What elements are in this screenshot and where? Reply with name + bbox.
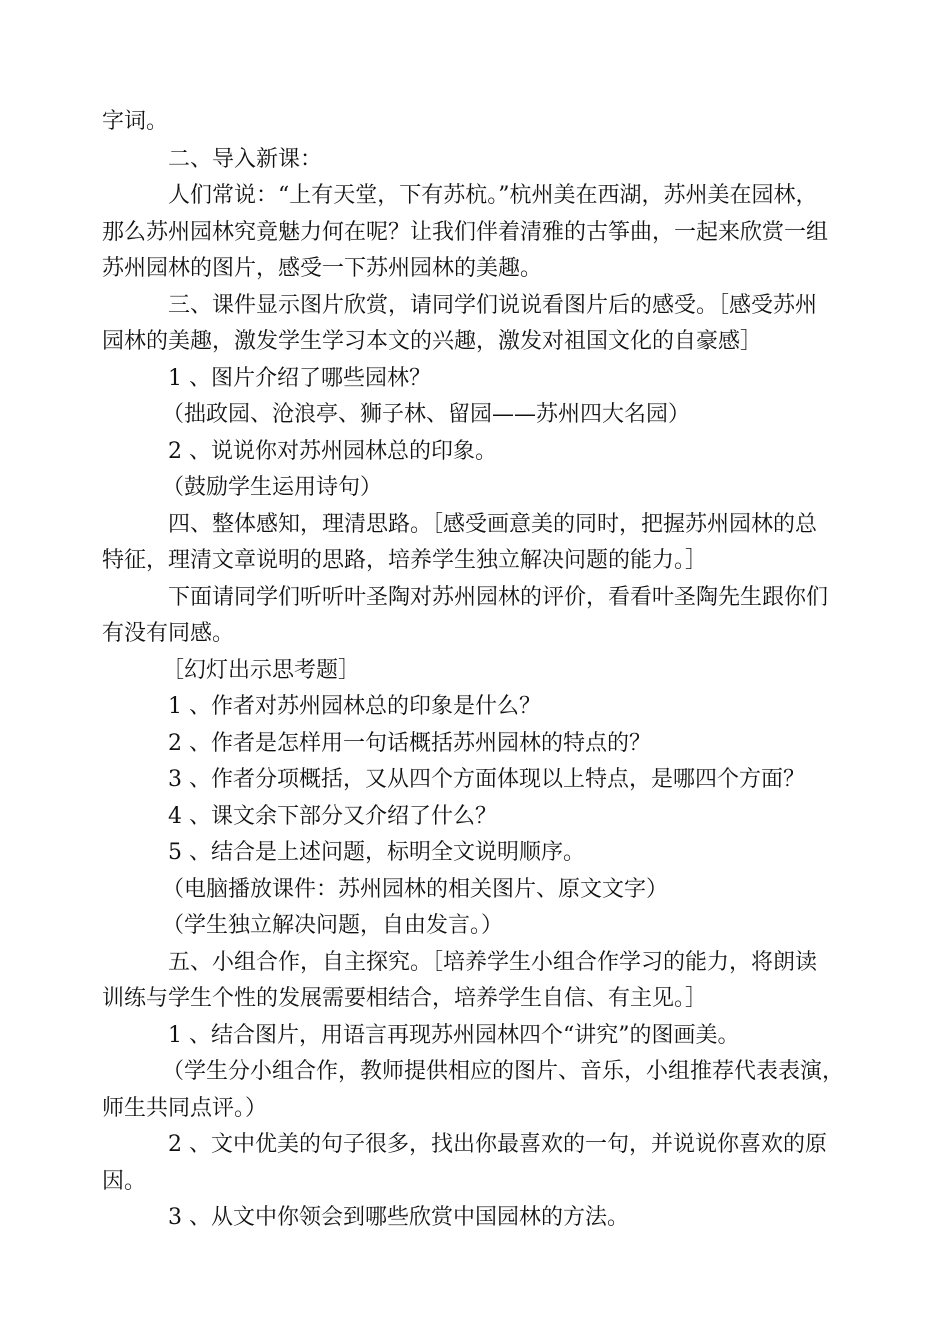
- text-line: （电脑播放课件：苏州园林的相关图片、原文文字）: [162, 877, 669, 902]
- text-line: （学生独立解决问题，自由发言。）: [162, 913, 504, 938]
- text-line: 人们常说：“上有天堂，下有苏杭。”杭州美在西湖，苏州美在园林，: [168, 183, 818, 208]
- list-item: 2 、说说你对苏州园林总的印象。: [168, 439, 497, 464]
- text-line: 字词。: [102, 109, 169, 134]
- text-line: （拙政园、沧浪亭、狮子林、留园——苏州四大名园）: [162, 402, 691, 427]
- list-item: 3 、作者分项概括，又从四个方面体现以上特点，是哪四个方面？: [168, 767, 805, 792]
- text-line: 因。: [102, 1169, 147, 1194]
- text-line: 训练与学生个性的发展需要相结合，培养学生自信、有主见。］: [102, 986, 708, 1011]
- text-line: ［幻灯出示思考题］: [162, 658, 361, 683]
- list-item: 2 、作者是怎样用一句话概括苏州园林的特点的？: [168, 731, 651, 756]
- text-line: （学生分小组合作，教师提供相应的图片、音乐，小组推荐代表表演，: [162, 1059, 845, 1084]
- text-line: 那么苏州园林究竟魅力何在呢？让我们伴着清雅的古筝曲，一起来欣赏一组: [102, 220, 829, 245]
- list-item: 1 、图片介绍了哪些园林？: [168, 366, 431, 391]
- section-heading: 四、整体感知，理清思路。［感受画意美的同时，把握苏州园林的总: [168, 512, 818, 537]
- text-line: 下面请同学们听听叶圣陶对苏州园林的评价，看看叶圣陶先生跟你们: [168, 585, 829, 610]
- text-line: 特征，理清文章说明的思路，培养学生独立解决问题的能力。］: [102, 548, 708, 573]
- list-item: 4 、课文余下部分又介绍了什么？: [168, 804, 497, 829]
- section-heading: 五、小组合作，自主探究。［培养学生小组合作学习的能力，将朗读: [168, 950, 818, 975]
- text-line: 园林的美趣，激发学生学习本文的兴趣，激发对祖国文化的自豪感］: [102, 329, 763, 354]
- list-item: 3 、从文中你领会到哪些欣赏中国园林的方法。: [168, 1205, 629, 1230]
- section-heading: 二、导入新课：: [168, 147, 323, 172]
- list-item: 1 、作者对苏州园林总的印象是什么？: [168, 694, 541, 719]
- list-item: 2 、文中优美的句子很多，找出你最喜欢的一句，并说说你喜欢的原: [168, 1132, 827, 1157]
- text-line: 师生共同点评。）: [102, 1096, 268, 1121]
- list-item: 1 、结合图片，用语言再现苏州园林四个“讲究”的图画美。: [168, 1023, 740, 1048]
- text-line: 苏州园林的图片，感受一下苏州园林的美趣。: [102, 256, 543, 281]
- text-line: 有没有同感。: [102, 621, 235, 646]
- text-line: （鼓励学生运用诗句）: [162, 475, 383, 500]
- section-heading: 三、课件显示图片欣赏，请同学们说说看图片后的感受。［感受苏州: [168, 293, 818, 318]
- list-item: 5 、结合是上述问题，标明全文说明顺序。: [168, 840, 585, 865]
